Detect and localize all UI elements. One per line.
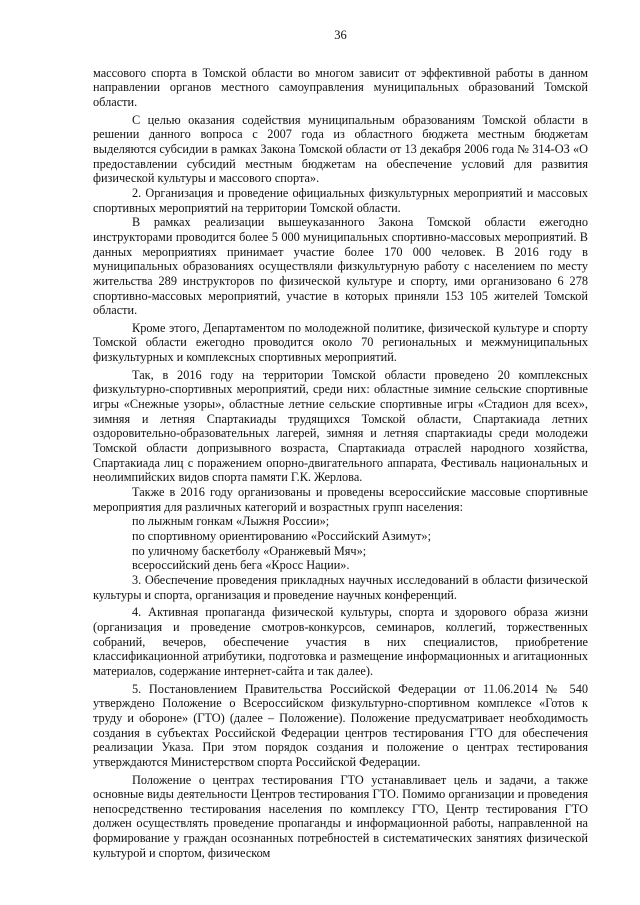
- page-number: 36: [334, 28, 347, 42]
- list-item-running-day: всероссийский день бега «Кросс Нации».: [132, 558, 350, 573]
- list-item-orienteering: по спортивному ориентированию «Российский Азимут»;: [132, 529, 431, 543]
- paragraph-item-4: 4. Активная пропаганда физической культуры, спорта и здорового образа жизни (организация и проведение смотров-конкурсов, семинаров, коллегий, торжественных собраний, вечеров, обеспечение участия в них специалистов, приобретение классификационной атрибутики, подготовка и размещение информационных и агитационных материалов, содержание интернет-сайта и так далее).: [93, 605, 588, 678]
- paragraph-item-3: 3. Обеспечение проведения прикладных научных исследований в области физической культуры и спорта, организация и проведение научных конференций.: [93, 572, 588, 602]
- paragraph-intro-continuation: массового спорта в Томской области во многом зависит от эффективной работы в данном направлении органов местного самоуправления муниципальных образований Томской области.: [93, 65, 588, 109]
- list-item-ski-race: по лыжным гонкам «Лыжня России»;: [132, 514, 330, 529]
- paragraph-gto-centers: Положение о центрах тестирования ГТО устанавливает цель и задачи, а также основные виды деятельности Центров тестирования ГТО. Помимо организации и проведения непосредственно тестирования населения по комплексу ГТО, Центр тестирования ГТО должен осуществлять проведение пропаганды и информационной работы, направленной на формирование у граждан осознанных потребностей в систематических занятиях физической культурой и спортом, физическом: [93, 772, 588, 860]
- paragraph-department: Кроме этого, Департаментом по молодежной политике, физической культуре и спорту Томской области ежегодно проводится около 70 региональных и межмуниципальных физкультурных и комплексных спортивных мероприятий.: [93, 320, 588, 365]
- paragraph-item-2: 2. Организация и проведение официальных физкультурных мероприятий и массовых спортивных мероприятий на территории Томской области.: [93, 185, 588, 215]
- paragraph-subsidies: С целью оказания содействия муниципальным образованиям Томской области в решении данного вопроса с 2007 года из областного бюджета местным бюджетам выделяются субсидии в рамках Закона Томской области от 13 декабря 2006 года № 314-ОЗ «О предоставлении субсидий местным бюджетам на обеспечение условий для развития физической культуры и массового спорта».: [93, 112, 588, 186]
- list-item-basketball: по уличному баскетболу «Оранжевый Мяч»;: [132, 543, 367, 558]
- paragraph-instructors: В рамках реализации вышеуказанного Закона Томской области ежегодно инструкторами проводится более 5 000 муниципальных спортивно-массовых мероприятий. В данных мероприятиях принимает участие более 170 000 человек. В 2016 году в муниципальных образованиях осуществляли физкультурную работу с населением по месту жительства 289 инструкторов по физической культуре и спорту, ими организовано 6 278 спортивно-массовых мероприятий, участие в которых приняли 153 105 жителей Томской области.: [93, 215, 588, 318]
- paragraph-all-russian: Также в 2016 году организованы и проведены всероссийские массовые спортивные мероприятия для различных категорий и возрастных групп населения:: [93, 485, 588, 514]
- paragraph-item-5: 5. Постановлением Правительства Российской Федерации от 11.06.2014 № 540 утверждено Положение о Всероссийском физкультурно-спортивном комплексе «Готов к труду и обороне» (ГТО) (далее – Положение). Положение предусматривает необходимость создания в субъектах Российской Федерации центров тестирования ГТО для обеспечения реализации Указа. При этом порядок создания и положение о центрах тестирования утверждаются Министерством спорта Российской Федерации.: [93, 681, 588, 769]
- document-body: [93, 66, 588, 861]
- paragraph-2016-events: Так, в 2016 году на территории Томской области проведено 20 комплексных физкультурно-спортивных мероприятий, среди них: областные зимние сельские спортивные игры «Снежные узоры», областные летние сельские спортивные игры «Стадион для всех», зимняя и летняя Спартакиады трудящихся Томской области, Спартакиада летних оздоровительно-образовательных лагерей, зимняя и летняя спартакиады среди молодежи Томской области допризывного возраста, Спартакиада отраслей народного хозяйства, Спартакиада лиц с поражением опорно-двигательного аппарата, Фестиваль национальных и неолимпийских видов спорта памяти Г.К. Жерлова.: [93, 367, 588, 485]
